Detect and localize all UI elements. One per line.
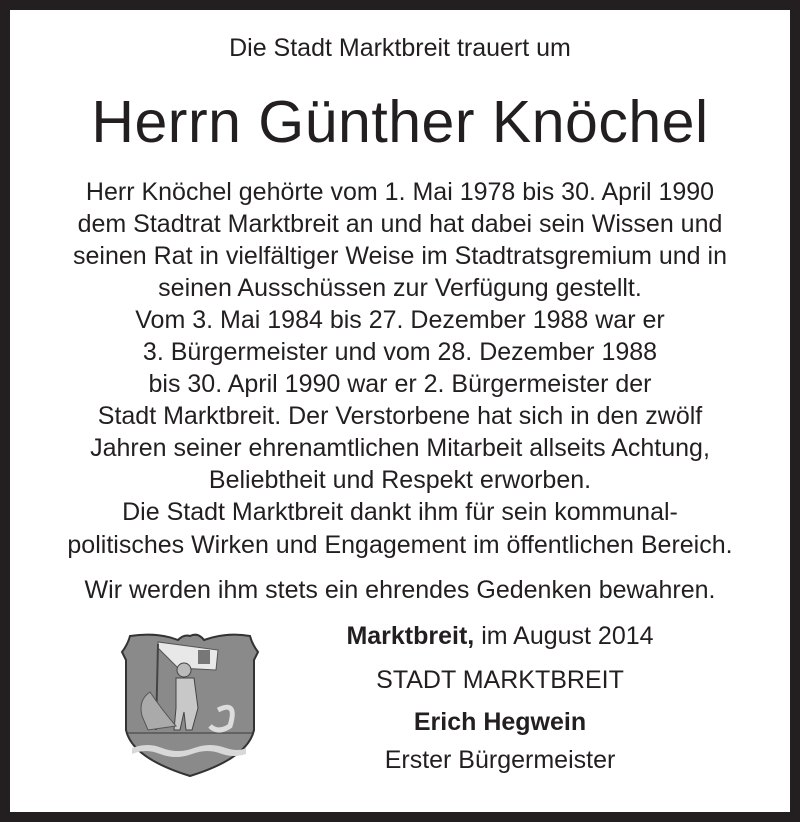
- body-line: bis 30. April 1990 war er 2. Bürgermeister der: [148, 370, 652, 398]
- body-line: Die Stadt Marktbreit dankt ihm für sein kommunal-: [122, 498, 678, 526]
- coat-of-arms-icon: [118, 630, 260, 778]
- intro-text: Die Stadt Marktbreit trauert um: [229, 34, 571, 62]
- signatory-role: Erster Bürgermeister: [384, 746, 616, 774]
- body-line: politisches Wirken und Engagement im öffentlichen Bereich.: [67, 531, 733, 559]
- signature-organization: STADT MARKTBREIT: [376, 666, 624, 694]
- signature-date: im August 2014: [474, 622, 654, 650]
- signature-place: Marktbreit,: [346, 622, 475, 650]
- body-line: Jahren seiner ehrenamtlichen Mitarbeit allseits Achtung,: [90, 434, 710, 462]
- body-line: Herr Knöchel gehörte vom 1. Mai 1978 bis 30. April 1990: [85, 178, 715, 206]
- closing-text: Wir werden ihm stets ein ehrendes Gedenken bewahren.: [84, 576, 716, 604]
- signature-place-date: [300, 622, 700, 651]
- deceased-name-title: Herrn Günther Knöchel: [91, 89, 709, 155]
- body-line: Stadt Marktbreit. Der Verstorbene hat sich in den zwölf: [97, 402, 703, 430]
- body-line: seinen Rat in vielfältiger Weise im Stadtratsgremium und in: [73, 242, 727, 270]
- body-line: seinen Ausschüssen zur Verfügung gestellt.: [158, 274, 642, 302]
- body-line: 3. Bürgermeister und vom 28. Dezember 1988: [142, 338, 658, 366]
- signatory-name: Erich Hegwein: [413, 708, 587, 736]
- body-line: dem Stadtrat Marktbreit an und hat dabei sein Wissen und: [77, 210, 723, 238]
- body-line: Beliebtheit und Respekt erworben.: [208, 466, 592, 494]
- body-line: Vom 3. Mai 1984 bis 27. Dezember 1988 war er: [135, 306, 665, 334]
